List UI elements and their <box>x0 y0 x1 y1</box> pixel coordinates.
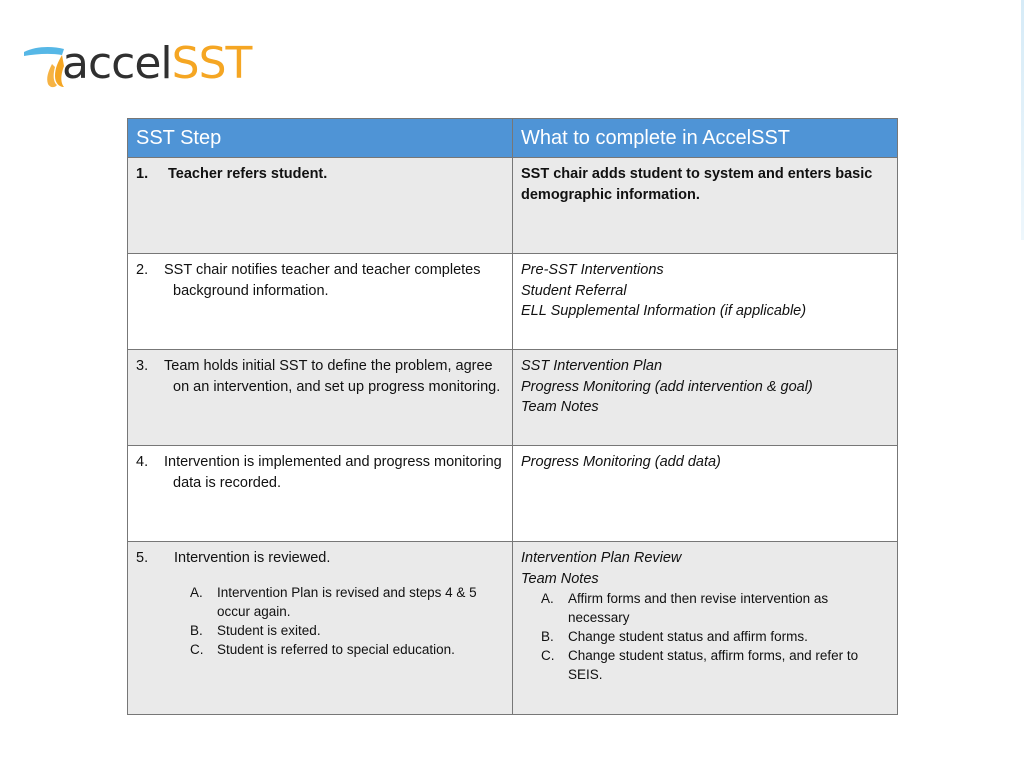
step-cell <box>128 542 513 715</box>
complete-cell <box>513 254 898 350</box>
list-letter: C. <box>190 641 204 657</box>
complete-cell <box>513 446 898 542</box>
table-row <box>128 254 898 350</box>
complete-sublist <box>541 589 889 684</box>
form-link-intervention-plan-review: Intervention Plan Review <box>521 550 682 566</box>
list-item <box>190 621 504 640</box>
list-item <box>541 646 889 684</box>
step-text: Teacher refers student. <box>168 166 328 182</box>
form-link-team-notes: Team Notes <box>521 399 599 415</box>
list-text: Change student status and affirm forms. <box>568 629 808 644</box>
complete-cell <box>513 350 898 446</box>
list-item <box>541 589 889 627</box>
table-row <box>128 350 898 446</box>
logo-wordmark <box>62 38 252 89</box>
complete-cell <box>513 542 898 715</box>
list-text: Affirm forms and then revise intervention as necessary <box>568 591 829 625</box>
list-text: Student is referred to special education. <box>217 641 455 657</box>
list-letter: A. <box>190 584 203 600</box>
table-row <box>128 446 898 542</box>
step-number: 1. <box>136 166 149 182</box>
header-sst-step: SST Step <box>128 119 513 158</box>
form-link-progress-monitoring-data: Progress Monitoring (add data) <box>521 454 721 470</box>
table-header-row <box>128 119 898 158</box>
complete-cell <box>513 158 898 254</box>
list-letter: B. <box>541 629 554 644</box>
form-link-ell-supplemental: ELL Supplemental Information (if applicable) <box>521 303 807 319</box>
step-cell <box>128 350 513 446</box>
logo-text-sst: SST <box>171 38 252 89</box>
form-link-sst-intervention-plan: SST Intervention Plan <box>521 358 663 374</box>
table-row <box>128 542 898 715</box>
list-letter: B. <box>190 622 203 638</box>
step-cell <box>128 158 513 254</box>
accelsst-logo <box>22 38 251 90</box>
step-text: SST chair notifies teacher and teacher completes background information. <box>164 262 481 299</box>
step-item <box>136 452 504 493</box>
step-number: 3. <box>136 358 149 374</box>
step-item <box>136 548 504 569</box>
header-what-to-complete: What to complete in AccelSST <box>513 119 898 158</box>
sst-steps-table <box>127 118 898 715</box>
droplet-logo-icon <box>22 38 66 90</box>
step-cell <box>128 254 513 350</box>
step-sublist <box>190 583 504 659</box>
step-item <box>136 164 504 185</box>
logo-text-accel: accel <box>62 38 172 89</box>
list-item <box>190 640 504 659</box>
step-item <box>136 260 504 301</box>
table-row <box>128 158 898 254</box>
list-letter: A. <box>541 591 554 606</box>
step-text: Intervention is reviewed. <box>174 550 331 566</box>
step-number: 4. <box>136 454 149 470</box>
list-text: Intervention Plan is revised and steps 4 & 5 occur again. <box>217 584 477 619</box>
list-item <box>190 583 504 621</box>
form-link-student-referral: Student Referral <box>521 282 627 299</box>
form-link-team-notes: Team Notes <box>521 570 599 587</box>
complete-text: SST chair adds student to system and enters basic demographic information. <box>521 166 873 203</box>
list-text: Student is exited. <box>217 622 321 638</box>
form-link-pre-sst-interventions: Pre-SST Interventions <box>521 262 664 278</box>
list-text: Change student status, affirm forms, and refer to SEIS. <box>568 648 859 682</box>
step-text: Team holds initial SST to define the problem, agree on an intervention, and set up progress monitoring. <box>164 358 501 395</box>
step-cell <box>128 446 513 542</box>
form-link-progress-monitoring: Progress Monitoring (add intervention & goal) <box>521 378 813 395</box>
step-number: 5. <box>136 550 149 566</box>
step-text: Intervention is implemented and progress monitoring data is recorded. <box>164 454 502 491</box>
list-letter: C. <box>541 648 555 663</box>
step-item <box>136 356 504 397</box>
list-item <box>541 627 889 646</box>
step-number: 2. <box>136 262 149 278</box>
